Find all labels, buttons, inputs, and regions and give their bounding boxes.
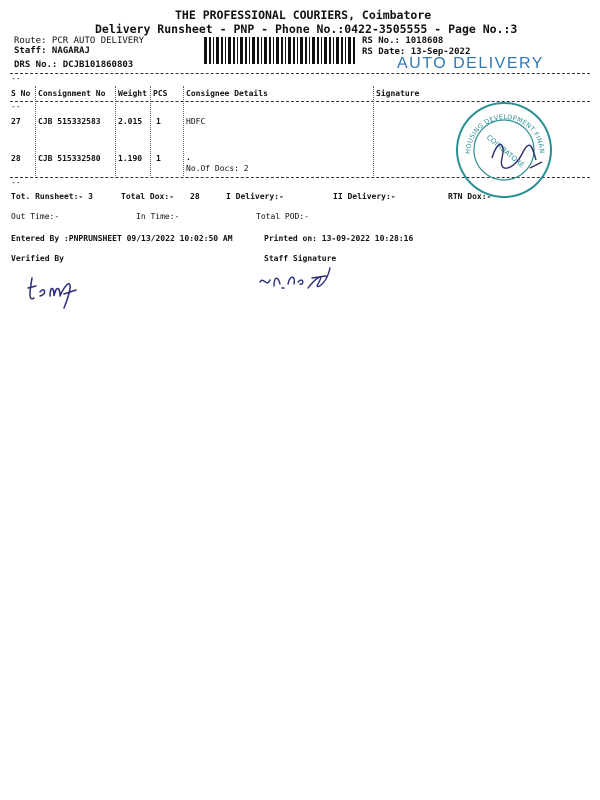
dash-mark: --: [11, 178, 21, 187]
table-row-consignment: CJB 515332583: [38, 117, 101, 126]
barcode-bar: [273, 37, 274, 64]
ii-delivery: II Delivery:-: [333, 192, 396, 201]
runsheet-subtitle: Delivery Runsheet - PNP - Phone No.:0422-3505555 - Page No.:3: [95, 22, 518, 36]
total-runsheet: Tot. Runsheet:- 3: [11, 192, 93, 201]
barcode-bar: [348, 37, 351, 64]
table-row-pcs: 1: [156, 117, 161, 126]
staff-signature: [256, 262, 340, 296]
barcode-bar: [309, 37, 310, 64]
auto-delivery-stamp: AUTO DELIVERY: [397, 55, 544, 72]
barcode-bar: [216, 37, 219, 64]
barcode-bar: [333, 37, 334, 64]
signature-icon: [24, 268, 84, 314]
barcode-bar: [345, 37, 346, 64]
verified-by-label: Verified By: [11, 254, 64, 263]
table-row-weight: 1.190: [118, 154, 143, 163]
barcode-bar: [336, 37, 339, 64]
barcode-bar: [225, 37, 226, 64]
barcode-bar: [209, 37, 211, 64]
barcode-bar: [297, 37, 298, 64]
barcode-bar: [204, 37, 207, 64]
total-pod: Total POD:-: [256, 212, 309, 221]
rs-number: RS No.: 1018608: [362, 36, 444, 46]
staff-signature-label: Staff Signature: [264, 254, 337, 263]
rtn-dox: RTN Dox:-: [448, 192, 492, 201]
barcode-bar: [293, 37, 295, 64]
column-divider: [373, 86, 374, 176]
barcode-bar: [329, 37, 331, 64]
table-row-doc-count: No.Of Docs: 2: [186, 164, 249, 173]
barcode-bar: [221, 37, 223, 64]
seal-city: COIMBATORE: [484, 133, 526, 170]
column-divider: [150, 86, 151, 176]
barcode-bar: [269, 37, 271, 64]
seal-text: HOUSING DEVELOPMENT FINAN: [463, 112, 547, 155]
barcode-bar: [305, 37, 307, 64]
signature-icon: [256, 262, 340, 296]
barcode-bar: [321, 37, 322, 64]
barcode-bar: [312, 37, 315, 64]
dash-mark: --: [11, 102, 21, 111]
in-time: In Time:-: [136, 212, 180, 221]
dash-mark: --: [11, 74, 21, 83]
barcode-bar: [276, 37, 279, 64]
printed-on: Printed on: 13-09-2022 10:28:16: [264, 234, 414, 243]
route-text: Route: PCR AUTO DELIVERY: [14, 36, 145, 46]
rs-date: RS Date: 13-Sep-2022: [362, 47, 471, 57]
rule-top: [10, 73, 590, 74]
staff-text: Staff: NAGARAJ: [14, 46, 90, 56]
entered-by: Entered By :PNPRUNSHEET 09/13/2022 10:02:50 AM: [11, 234, 233, 243]
table-row-pcs: 1: [156, 154, 161, 163]
barcode-bar: [233, 37, 235, 64]
barcode: [204, 37, 358, 64]
column-divider: [115, 86, 116, 176]
column-header-weight: Weight: [118, 89, 147, 98]
barcode-bar: [257, 37, 259, 64]
i-delivery: I Delivery:-: [226, 192, 284, 201]
barcode-bar: [240, 37, 243, 64]
total-dox-label: Total Dox:-: [121, 192, 174, 201]
drs-number: DRS No.: DCJB101860803: [14, 60, 134, 70]
column-divider: [183, 86, 184, 176]
column-header-signature: Signature: [376, 89, 420, 98]
total-dox-value: 28: [190, 192, 200, 201]
out-time: Out Time:-: [11, 212, 60, 221]
hdfc-seal: [452, 98, 556, 202]
table-row-consignee: .: [186, 153, 191, 162]
column-divider: [35, 86, 36, 176]
verified-signature: [24, 268, 84, 314]
table-row-sno: 28: [11, 154, 21, 163]
barcode-bar: [245, 37, 247, 64]
barcode-bar: [317, 37, 319, 64]
column-header-pcs: PCS: [153, 89, 168, 98]
barcode-bar: [324, 37, 327, 64]
company-title: THE PROFESSIONAL COURIERS, Coimbatore: [175, 8, 432, 22]
seal-stamp-icon: [452, 98, 556, 202]
barcode-bar: [252, 37, 255, 64]
barcode-bar: [249, 37, 250, 64]
barcode-bar: [264, 37, 267, 64]
table-row-weight: 2.015: [118, 117, 143, 126]
table-row-consignee: HDFC: [186, 117, 206, 126]
barcode-bar: [237, 37, 238, 64]
table-row-consignment: CJB 515332580: [38, 154, 101, 163]
barcode-bar: [261, 37, 262, 64]
barcode-bar: [285, 37, 286, 64]
barcode-bar: [213, 37, 214, 64]
column-header-sno: S No: [11, 89, 31, 98]
column-header-consignee: Consignee Details: [186, 89, 268, 98]
barcode-bar: [228, 37, 231, 64]
barcode-bar: [288, 37, 291, 64]
barcode-graphic: [204, 37, 358, 64]
barcode-bar: [281, 37, 283, 64]
barcode-bar: [300, 37, 303, 64]
barcode-bar: [353, 37, 355, 64]
column-header-consignment: Consignment No: [38, 89, 106, 98]
barcode-bar: [341, 37, 343, 64]
table-row-sno: 27: [11, 117, 21, 126]
